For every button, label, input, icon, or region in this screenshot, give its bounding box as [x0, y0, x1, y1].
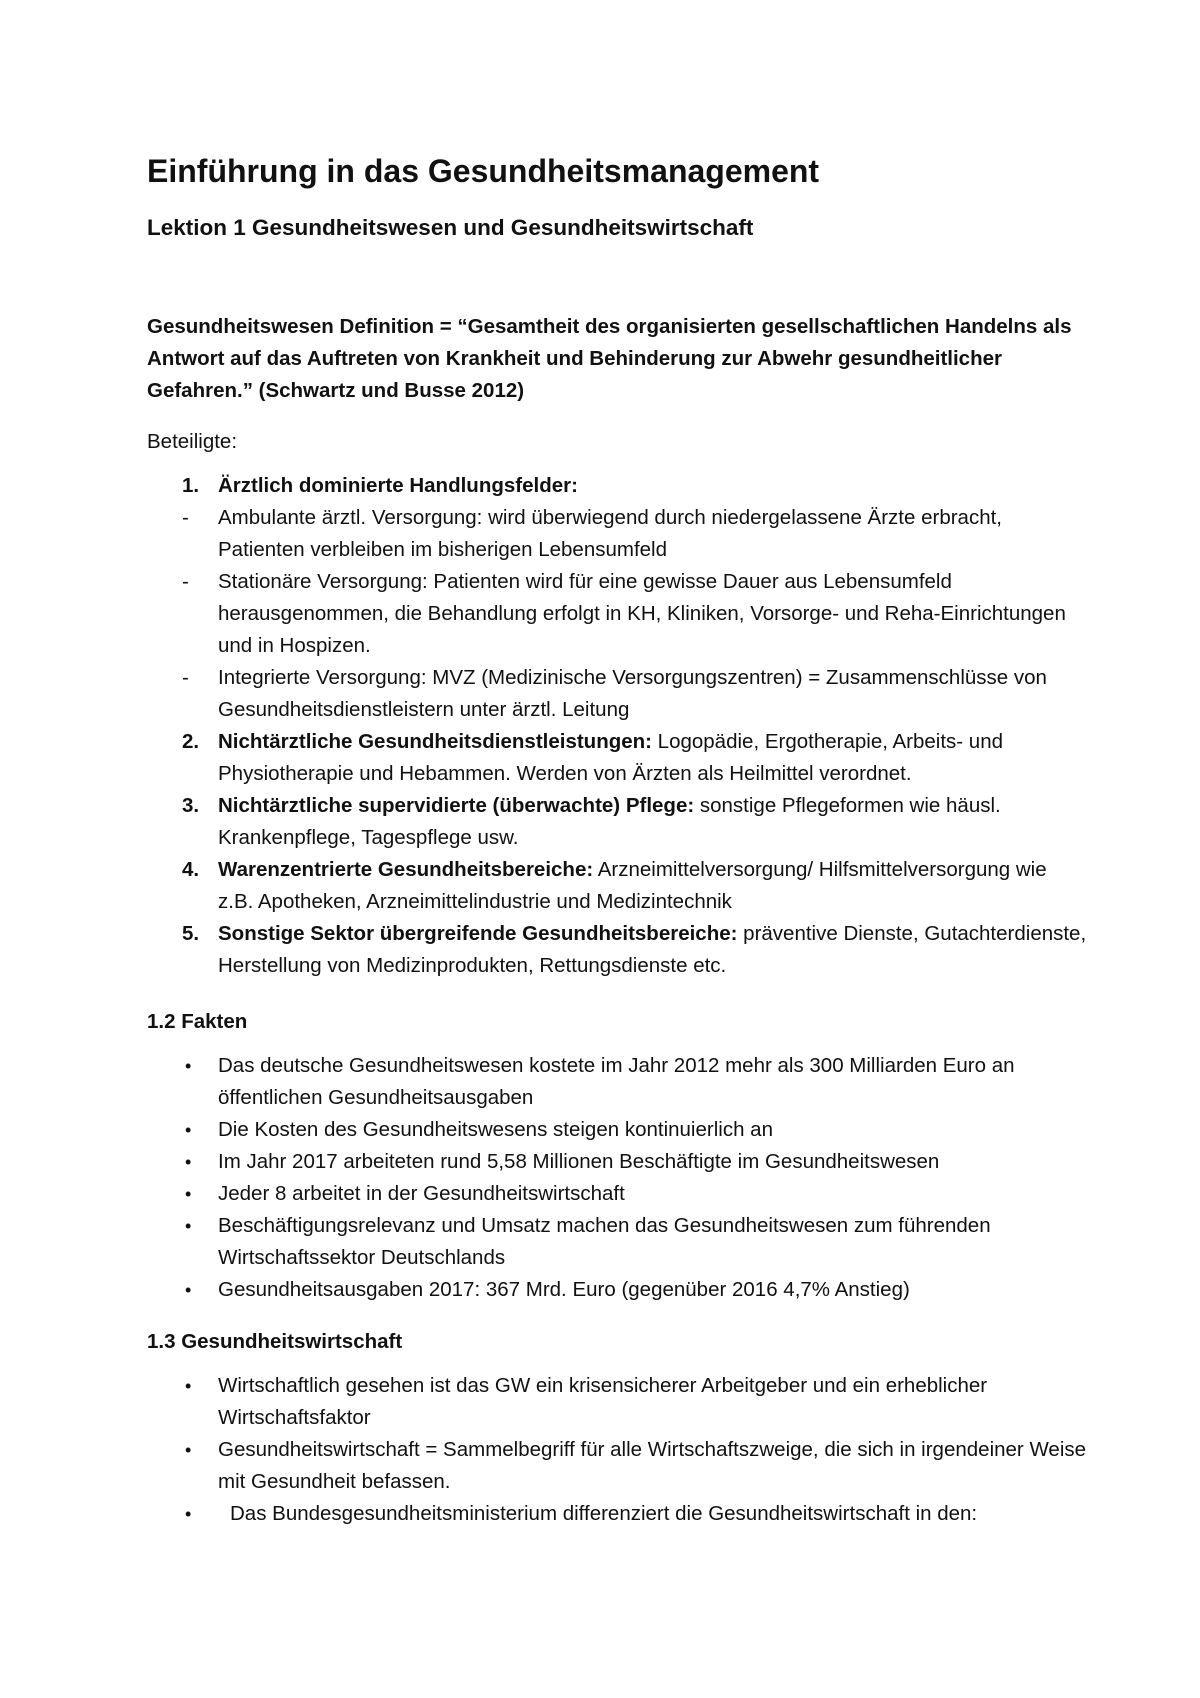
- list-marker: 3.: [182, 794, 200, 817]
- bullet-text: Beschäftigungsrelevanz und Umsatz machen das Gesundheitswesen zum führenden Wirtschaftssektor Deutschlands: [218, 1214, 991, 1269]
- list-marker: -: [182, 666, 189, 689]
- bullet-icon: •: [185, 1440, 192, 1460]
- fakten-list: [147, 1050, 1087, 1306]
- bullet-item: [147, 1178, 1087, 1210]
- bullet-icon: •: [185, 1280, 192, 1300]
- list-marker: -: [182, 570, 189, 593]
- sub-list-item: [147, 662, 1087, 726]
- bullet-text: Gesundheitswirtschaft = Sammelbegriff für alle Wirtschaftszweige, die sich in irgendeiner Weise mit Gesundheit befassen.: [218, 1438, 1087, 1493]
- bullet-icon: •: [185, 1152, 192, 1172]
- definition-paragraph: Gesundheitswesen Definition = “Gesamtheit des organisierten gesellschaftlichen Handelns als Antwort auf das Auftreten von Krankheit und Behinderung zur Abwehr gesundheitlicher Gefahren.” (Schwartz und Busse 2012): [147, 315, 1072, 402]
- item-heading: Nichtärztliche Gesundheitsdienstleistungen:: [218, 730, 652, 753]
- document-title: Einführung in das Gesundheitsmanagement: [147, 153, 820, 189]
- numbered-list-item: [147, 726, 1087, 790]
- bullet-item: [147, 1370, 1087, 1434]
- item-heading: Ärztlich dominierte Handlungsfelder:: [218, 474, 578, 497]
- list-marker: 1.: [182, 474, 200, 497]
- list-marker: 2.: [182, 730, 200, 753]
- sub-list-item: [147, 502, 1087, 566]
- bullet-text: Im Jahr 2017 arbeiteten rund 5,58 Millionen Beschäftigte im Gesundheitswesen: [218, 1150, 940, 1173]
- list-marker: -: [182, 506, 189, 529]
- bullet-text: Das deutsche Gesundheitswesen kostete im Jahr 2012 mehr als 300 Milliarden Euro an öffentlichen Gesundheitsausgaben: [218, 1054, 1015, 1109]
- beteiligte-list: [147, 470, 1087, 982]
- item-text: sonstige Pflegeformen wie häusl. Krankenpflege, Tagespflege usw.: [218, 794, 1001, 849]
- bullet-item: [147, 1146, 1087, 1178]
- bullet-item: [147, 1274, 1087, 1306]
- section-heading-fakten: 1.2 Fakten: [147, 1010, 248, 1033]
- item-heading: Nichtärztliche supervidierte (überwachte) Pflege:: [218, 794, 695, 817]
- bullet-item: [147, 1114, 1087, 1146]
- bullet-item: [147, 1210, 1087, 1274]
- section-heading-gesundheitswirtschaft: 1.3 Gesundheitswirtschaft: [147, 1330, 403, 1353]
- bullet-icon: •: [185, 1504, 192, 1524]
- sub-list-item: [147, 566, 1087, 662]
- item-heading: Warenzentrierte Gesundheitsbereiche:: [218, 858, 594, 881]
- item-text: präventive Dienste, Gutachterdienste, Herstellung von Medizinprodukten, Rettungsdienste etc.: [218, 922, 1087, 977]
- item-text: Arzneimittelversorgung/ Hilfsmittelversorgung wie z.B. Apotheken, Arzneimittelindustrie und Medizintechnik: [218, 858, 1047, 913]
- beteiligte-label: Beteiligte:: [147, 430, 238, 453]
- bullet-icon: •: [185, 1216, 192, 1236]
- numbered-list-item: [147, 854, 1087, 918]
- list-marker: 4.: [182, 858, 200, 881]
- item-text: Stationäre Versorgung: Patienten wird für eine gewisse Dauer aus Lebensumfeld herausgenommen, die Behandlung erfolgt in KH, Kliniken, Vorsorge- und Reha-Einrichtungen und in Hospizen.: [218, 570, 1066, 657]
- bullet-item: [147, 1498, 1087, 1530]
- item-heading: Sonstige Sektor übergreifende Gesundheitsbereiche:: [218, 922, 738, 945]
- bullet-text: Jeder 8 arbeitet in der Gesundheitswirtschaft: [218, 1182, 625, 1205]
- item-text: Logopädie, Ergotherapie, Arbeits- und Physiotherapie und Hebammen. Werden von Ärzten als Heilmittel verordnet.: [218, 730, 1004, 785]
- bullet-text: Das Bundesgesundheitsministerium differenziert die Gesundheitswirtschaft in den:: [230, 1502, 978, 1525]
- list-marker: 5.: [182, 922, 200, 945]
- bullet-icon: •: [185, 1056, 192, 1076]
- item-text: Integrierte Versorgung: MVZ (Medizinische Versorgungszentren) = Zusammenschlüsse von Gesundheitsdienstleistern unter ärztl. Leitung: [218, 666, 1047, 721]
- lesson-subtitle: Lektion 1 Gesundheitswesen und Gesundheitswirtschaft: [147, 215, 754, 240]
- bullet-text: Wirtschaftlich gesehen ist das GW ein krisensicherer Arbeitgeber und ein erheblicher Wirtschaftsfaktor: [218, 1374, 988, 1429]
- gesundheitswirtschaft-list: [147, 1370, 1087, 1530]
- bullet-item: [147, 1434, 1087, 1498]
- numbered-list-item: [147, 790, 1087, 854]
- item-text: Ambulante ärztl. Versorgung: wird überwiegend durch niedergelassene Ärzte erbracht, Patienten verbleiben im bisherigen Lebensumfeld: [218, 506, 1002, 561]
- bullet-icon: •: [185, 1376, 192, 1396]
- bullet-text: Die Kosten des Gesundheitswesens steigen kontinuierlich an: [218, 1118, 773, 1141]
- bullet-text: Gesundheitsausgaben 2017: 367 Mrd. Euro (gegenüber 2016 4,7% Anstieg): [218, 1278, 910, 1301]
- bullet-item: [147, 1050, 1087, 1114]
- bullet-icon: •: [185, 1184, 192, 1204]
- numbered-list-item: [147, 918, 1087, 982]
- bullet-icon: •: [185, 1120, 192, 1140]
- numbered-list-item: [147, 470, 1087, 502]
